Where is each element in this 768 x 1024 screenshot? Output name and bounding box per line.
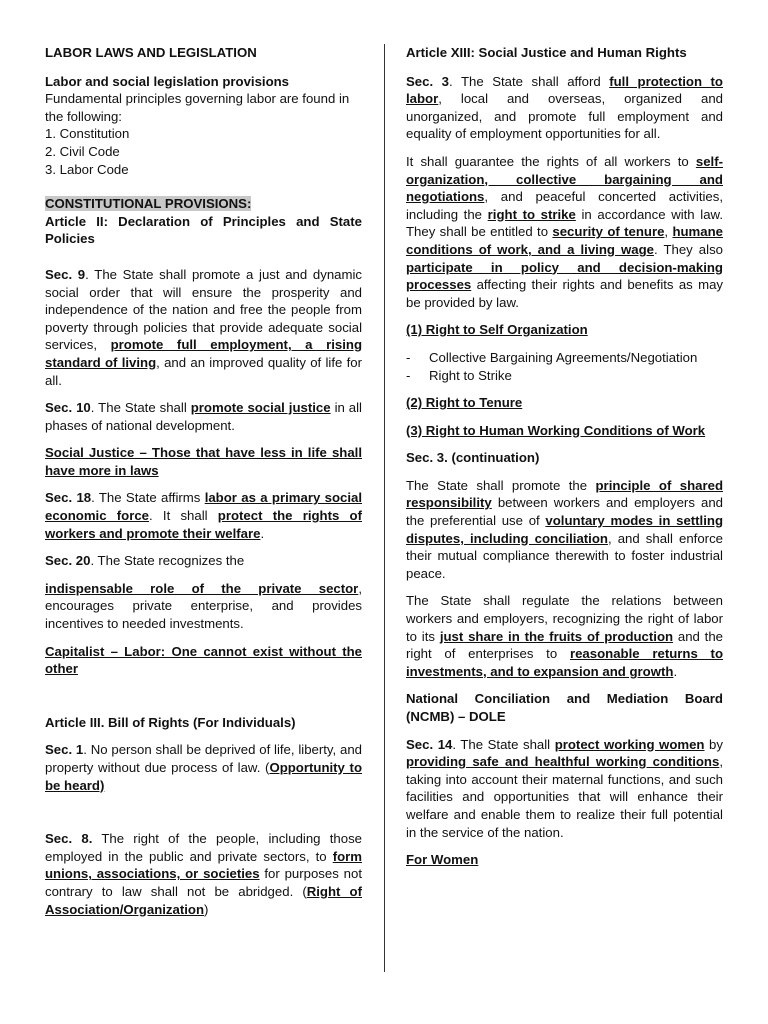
intro-text: Fundamental principles governing labor are found in the following: [45, 91, 350, 124]
section-label: Sec. 1 [45, 742, 84, 758]
right-3-heading: (3) Right to Human Working Conditions of Work [406, 422, 706, 438]
sec-10-paragraph: Sec. 10. The State shall promote social justice in all phases of national development. [45, 400, 362, 433]
left-column [45, 44, 362, 918]
underlined-phrase: full protection to labor [406, 73, 723, 107]
underlined-phrase: just share in the fruits of production [439, 628, 674, 644]
for-women-note: For Women [406, 852, 479, 868]
intro-heading: Labor and social legislation provisions [45, 73, 290, 89]
article-2-heading: Article II: Declaration of Principles and State Policies [45, 213, 362, 247]
underlined-phrase: security of tenure [552, 224, 665, 240]
source-item: 1. Constitution [45, 126, 130, 142]
underlined-phrase: participate in policy and decision-making processes [406, 259, 723, 293]
underlined-phrase: principle of shared responsibility [406, 477, 724, 511]
section-label: Sec. 20 [45, 553, 91, 569]
underlined-phrase: form unions, associations, or societies [45, 848, 362, 882]
section-label: Sec. 10 [45, 400, 91, 416]
underlined-phrase: right to strike [487, 206, 576, 222]
section-label: Sec. 14 [406, 736, 453, 752]
sec-20-paragraph: Sec. 20. The State recognizes the [45, 553, 245, 569]
underlined-phrase: Right of Association/Organization [45, 883, 362, 917]
section-label: Sec. 9 [45, 266, 86, 282]
sec-3-continuation-heading: Sec. 3. (continuation) [406, 450, 540, 466]
sec-14-paragraph: Sec. 14. The State shall protect working women by providing safe and healthful working conditions, taking into account their maternal functions, and such facilities and opportunities that will enhance their welfare and enable them to realize their full potential in the service of the nation. [406, 736, 723, 840]
sec-20-continuation: indispensable role of the private sector, encourages private enterprise, and provides incentives to needed investments. [45, 580, 362, 632]
constitutional-provisions-heading [45, 195, 362, 213]
article-3-heading: Article III. Bill of Rights (For Individuals) [45, 714, 296, 730]
underlined-phrase: indispensable role of the private sector [45, 580, 359, 596]
section-label: Sec. 18 [45, 490, 92, 506]
section-label: Sec. 3 [406, 73, 449, 89]
ncmb-heading: National Conciliation and Mediation Board (NCMB) – DOLE [406, 691, 723, 724]
shared-responsibility-paragraph: The State shall promote the principle of shared responsibility between workers and employers and the preferential use of voluntary modes in settling disputes, including conciliation, and shall enforce their mutual compliance therewith to foster industrial peace. [406, 477, 724, 581]
regulate-relations-paragraph: The State shall regulate the relations between workers and employers, recognizing the right of labor to its just share in the fruits of production and the right of enterprises to reasonable returns to investments, and to expansion and growth. [406, 593, 724, 679]
document-title: LABOR LAWS AND LEGISLATION [45, 45, 257, 60]
source-item: 2. Civil Code [45, 143, 120, 159]
underlined-phrase: labor as a primary social economic force [45, 490, 362, 524]
sec-1-paragraph: Sec. 1. No person shall be deprived of life, liberty, and property without due process of law. (Opportunity to be heard) [45, 742, 362, 793]
right-1-heading: (1) Right to Self Organization [406, 322, 588, 338]
underlined-phrase: self-organization, collective bargaining and negotiations [406, 153, 723, 205]
sec-9-paragraph: Sec. 9. The State shall promote a just and dynamic social order that will ensure the prosperity and independence of the nation and free the people from poverty through policies that provide adequate social services, promote full employment, a rising standard of living, and an improved quality of life for all. [45, 266, 363, 388]
highlighted-heading: CONSTITUTIONAL PROVISIONS: [45, 196, 252, 212]
capitalist-labor-note: Capitalist – Labor: One cannot exist without the other [45, 643, 362, 677]
column-divider [384, 44, 385, 972]
underlined-phrase: protect the rights of workers and promote their welfare [45, 508, 362, 541]
underlined-phrase: protect working women [554, 736, 705, 752]
underlined-phrase: humane conditions of work, and a living wage [406, 224, 723, 257]
underlined-phrase: Opportunity to be heard) [45, 760, 362, 793]
sec-18-paragraph: Sec. 18. The State affirms labor as a primary social economic force. It shall protect the rights of workers and promote their welfare. [45, 490, 362, 541]
underlined-phrase: voluntary modes in settling disputes, including conciliation [406, 513, 723, 546]
underlined-phrase: promote full employment, a rising standard of living [45, 337, 362, 370]
article-13-heading: Article XIII: Social Justice and Human Rights [406, 45, 687, 60]
sec-8-paragraph: Sec. 8. The right of the people, including those employed in the public and private sectors, to form unions, associations, or societies for purposes not contrary to law shall not be abridged. (Right of Association/Organization) [45, 831, 362, 917]
right-2-heading: (2) Right to Tenure [406, 395, 523, 411]
underlined-phrase: reasonable returns to investments, and to expansion and growth [406, 646, 723, 679]
section-label: Sec. 8. [45, 831, 93, 847]
right-column [406, 44, 723, 869]
source-item: 3. Labor Code [45, 161, 129, 177]
underlined-phrase: promote social justice [190, 400, 331, 416]
underlined-phrase: providing safe and healthful working conditions [406, 754, 720, 770]
list-item: - Right to Strike [406, 367, 723, 385]
sec-3-paragraph: Sec. 3. The State shall afford full protection to labor, local and overseas, organized and unorganized, and promote full employment and equality of employment opportunities for all. [406, 73, 723, 142]
list-item: - Collective Bargaining Agreements/Negotiation [406, 349, 723, 367]
guarantee-paragraph: It shall guarantee the rights of all workers to self-organization, collective bargaining and negotiations, and peaceful concerted activities, including the right to strike in accordance with law. They shall be entitled to security of tenure, humane conditions of work, and a living wage. They also participate in policy and decision-making processes affecting their rights and benefits as may be provided by law. [406, 153, 723, 310]
social-justice-note: Social Justice – Those that have less in life shall have more in laws [45, 445, 362, 478]
right-1-list [406, 349, 723, 384]
